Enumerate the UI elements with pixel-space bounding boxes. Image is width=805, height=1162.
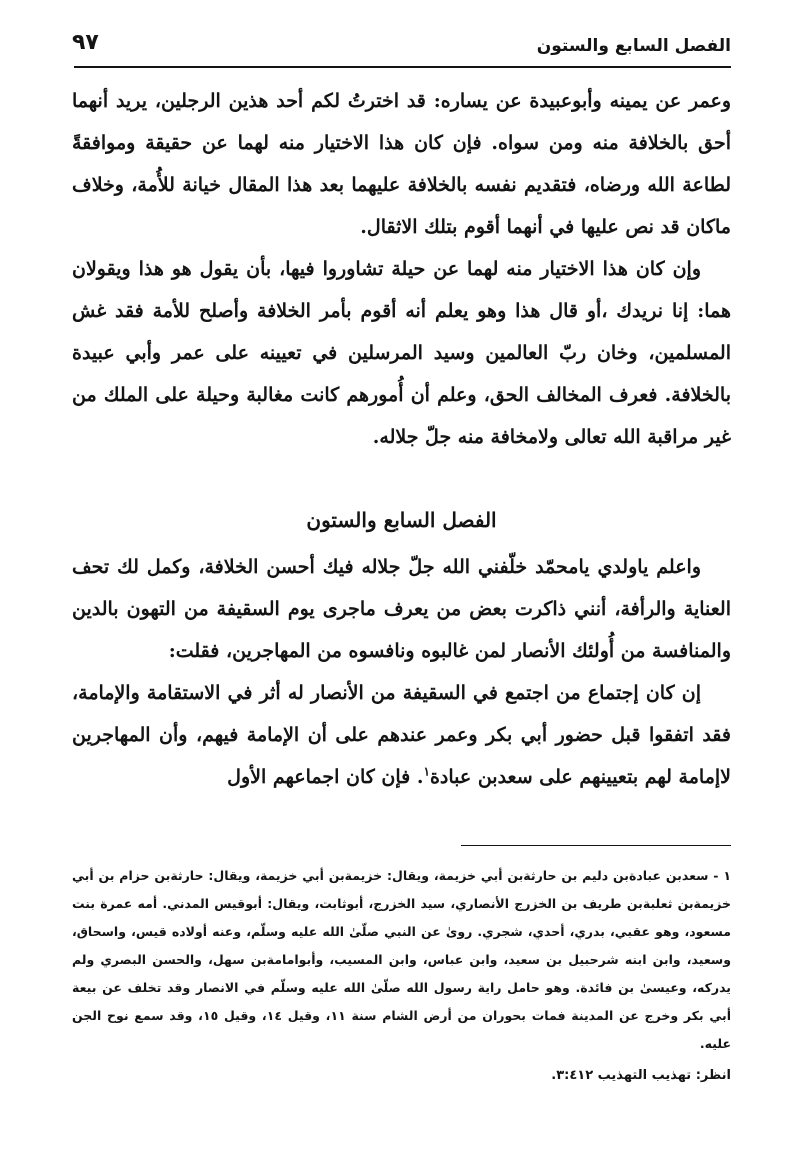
paragraph-4-tail: . فإن كان اجماعهم الأول: [227, 766, 424, 788]
footnote-marker: ١: [423, 764, 430, 779]
footnote-reference: انظر: تهذيب التهذيب ٣:٤١٢.: [551, 1068, 731, 1083]
paragraph-4: [72, 672, 731, 798]
paragraph-1: وعمر عن يمينه وأبوعبيدة عن يساره: قد اخترتُ لكم أحد هذين الرجلين، يريد أنهما أحق بالخلافة منه ومن سواه. فإن كان هذا الاختيار منه لهما عن حقيقة وموافقةً لطاعة الله ورضاه، فتقديم نفسه بالخلافة عليهما بعد هذا المقال خيانة للأُمة، وخلاف ماكان قد نص عليها في أنهما أقوم بتلك الاثقال.: [72, 90, 731, 238]
running-title: الفصل السابع والستون: [536, 36, 731, 56]
paragraph-3: واعلم ياولدي يامحمّد خلّفني الله جلّ جلاله فيك أحسن الخلافة، وكمل لك تحف العناية والرأفة، أنني ذاكرت بعض من يعرف ماجرى يوم السقيفة من التهون بالدين والمنافسة من أُولئك الأنصار لمن غالبوه ونافسوه من المهاجرين، فقلت:: [72, 556, 731, 662]
main-text: [72, 80, 731, 798]
chapter-heading: الفصل السابع والستون: [306, 508, 497, 532]
page-header: [72, 30, 731, 64]
footnote-1: ١ - سعدبن عبادةبن دليم بن حارثةبن أبي خزيمة، ويقال: خزيمةبن أبي خزيمة، ويقال: حارثةبن حزام بن أبي خزيمةبن ثعلبةبن طريف بن الخزرج الأنصاري، سيد الخزرج، أبوثابت، ويقال: أبوقيس المدني. أمه عمرة بنت مسعود، وهو عقبي، بدري، أحدي، شجري. روىٰ عن النبي صلّىٰ الله عليه وسلّم، وعنه أولاده قيس، واسحاق، وسعيد، وابن ابنه شرحبيل بن سعيد، وابن عباس، وابن المسيب، وأبوامامةبن سهل، والحسن البصري ولم يدركه، وعيسىٰ بن فائدة. وهو حامل راية رسول الله صلّىٰ الله عليه وسلّم في الانصار وقد تخلف عن بيعة أبي بكر وخرج عن المدينة فمات بحوران من أرض الشام سنة ١١، وقيل ١٤، وقيل ١٥، وقد سمع نوح الجن عليه.: [72, 868, 731, 1051]
footnotes: [72, 862, 731, 1090]
footnote-divider: [461, 845, 731, 846]
page-number: ٩٧: [72, 30, 99, 55]
header-divider: [74, 66, 731, 68]
paragraph-4-text: إن كان إجتماع من اجتمع في السقيفة من الأنصار له أثر في الاستقامة والإمامة، فقد اتفقوا قبل حضور أبي بكر وعمر عندهم على أن الإمامة فيهم، وأن المهاجرين لاإمامة لهم بتعيينهم على سعدبن عبادة: [72, 682, 731, 788]
paragraph-2: وإن كان هذا الاختيار منه لهما عن حيلة تشاوروا فيها، بأن يقول هو هذا ويقولان هما: إنا نريدك ،أو قال هذا وهو يعلم أنه أقوم بأمر الخلافة وأصلح للأمة فقد غش المسلمين، وخان ربّ العالمين وسيد المرسلين في تعيينه على عمر وأبي عبيدة بالخلافة. فعرف المخالف الحق، وعلم أن أُمورهم كانت مغالبة وحيلة على الملك من غير مراقبة الله تعالى ولامخافة منه جلّ جلاله.: [72, 258, 731, 448]
